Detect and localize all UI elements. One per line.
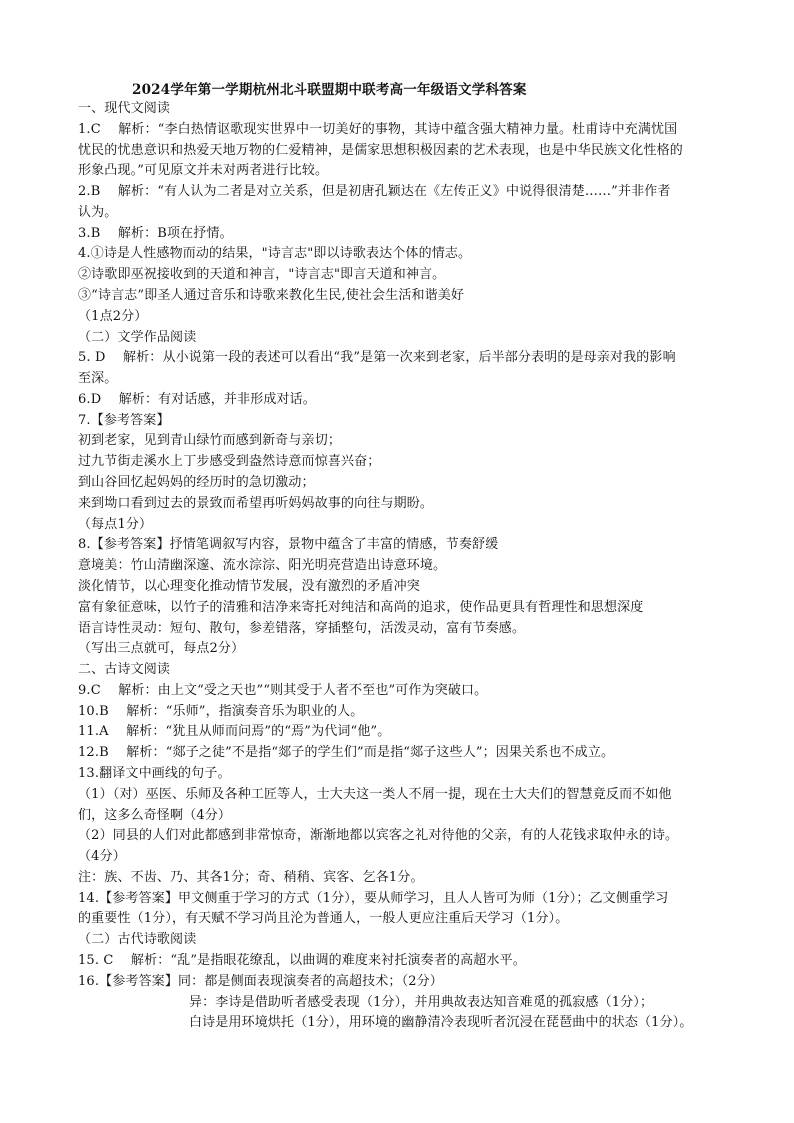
text-line: （写出三点就可，每点2分） bbox=[78, 641, 245, 657]
text-line: 13.翻译文中画线的句子。 bbox=[78, 765, 231, 781]
text-line: 6.D 解析：有对话感，并非形成对话。 bbox=[78, 391, 316, 407]
text-line: 11.A 解析：“犹且从师而问焉”的“焉”为代词“他”。 bbox=[78, 724, 391, 740]
text-line: 5. D 解析：从小说第一段的表述可以看出“我”是第一次来到老家，后半部分表明的是母亲对我的影响 bbox=[78, 350, 676, 366]
text-line: ②诗歌即巫祝接收到的天道和神言，"诗言志"即言天道和神言。 bbox=[78, 267, 446, 283]
text-line: 16.【参考答案】同：都是侧面表现演奏者的高超技术；（2分） bbox=[78, 973, 443, 989]
text-line: 淡化情节，以心理变化推动情节发展，没有激烈的矛盾冲突 bbox=[78, 578, 420, 594]
text-line: （二）文学作品阅读 bbox=[78, 329, 197, 345]
text-line: 一、现代文阅读 bbox=[78, 101, 171, 116]
text-line: 忧民的忧患意识和热爱天地万物的仁爱精神，是儒家思想积极因素的艺术表现，也是中华民族文化性格的 bbox=[78, 142, 683, 158]
text-line: 初到老家，见到青山绿竹而感到新奇与亲切； bbox=[78, 433, 342, 449]
text-line: 8.【参考答案】抒情笔调叙写内容，景物中蕴含了丰富的情感，节奏舒缓 bbox=[78, 537, 499, 553]
text-line: 意境美：竹山清幽深邃、流水淙淙、阳光明亮营造出诗意环境。 bbox=[78, 558, 447, 574]
document-title: 2024学年第一学期杭州北斗联盟期中联考高一年级语文学科答案 bbox=[132, 82, 527, 98]
text-line: 到山谷回忆起妈妈的经历时的急切激动； bbox=[78, 475, 315, 491]
text-line: （2）同县的人们对此都感到非常惊奇，渐渐地都以宾客之礼对待他的父亲，有的人花钱求取仲永的诗。 bbox=[78, 828, 679, 844]
text-line: 12.B 解析：“郯子之徒”不是指“郯子的学生们”而是指“郯子这些人”；因果关系也不成立。 bbox=[78, 745, 615, 761]
text-line: 1.C 解析：“李白热情讴歌现实世界中一切美好的事物，其诗中蕴含强大精神力量。杜甫诗中充满忧国 bbox=[78, 121, 678, 137]
text-line: （1点2分） bbox=[78, 308, 148, 324]
text-line: 15. C 解析：“乱”是指眼花缭乱，以曲调的难度来衬托演奏者的高超水平。 bbox=[78, 952, 526, 968]
text-line: 们，这多么奇怪啊（4分） bbox=[78, 807, 232, 823]
text-line: 白诗是用环境烘托（1分），用环境的幽静清冷表现听者沉浸在琵琶曲中的状态（1分）。 bbox=[189, 1015, 693, 1031]
text-line: 语言诗性灵动：短句、散句，参差错落，穿插整句，活泼灵动，富有节奏感。 bbox=[78, 620, 526, 636]
text-line: 3.B 解析：B项在抒情。 bbox=[78, 225, 233, 241]
text-line: 的重要性（1分），有天赋不学习尚且沦为普通人，一般人更应注重后天学习（1分）。 bbox=[78, 911, 569, 927]
text-line: 2.B 解析：“有人认为二者是对立关系，但是初唐孔颖达在《左传正义》中说得很清楚……”并非作者 bbox=[78, 184, 671, 200]
text-line: 形象凸现。”可见原文并未对两者进行比较。 bbox=[78, 163, 329, 179]
text-line: （1）（对）巫医、乐师及各种工匠等人，士大夫这一类人不屑一提，现在士大夫们的智慧竟反而不如他 bbox=[78, 786, 672, 802]
text-line: 异：李诗是借助听者感受表现（1分），并用典故表达知音难觅的孤寂感（1分）； bbox=[189, 994, 654, 1010]
text-line: 认为。 bbox=[78, 204, 118, 220]
text-line: 9.C 解析：由上文“受之天也”“则其受于人者不至也”可作为突破口。 bbox=[78, 682, 488, 698]
text-line: 14.【参考答案】甲文侧重于学习的方式（1分），要从师学习，且人人皆可为师（1分）；乙文侧重学习 bbox=[78, 890, 669, 906]
text-line: 来到坳口看到过去的景致而希望再听妈妈故事的向往与期盼。 bbox=[78, 495, 434, 511]
text-line: （4分） bbox=[78, 849, 126, 865]
text-line: ③“诗言志”即圣人通过音乐和诗歌来教化生民,使社会生活和谐美好 bbox=[78, 288, 465, 304]
text-line: 至深。 bbox=[78, 371, 118, 387]
text-line: （每点1分） bbox=[78, 516, 153, 532]
text-line: 10.B 解析：“乐师”，指演奏音乐为职业的人。 bbox=[78, 703, 364, 719]
text-line: 注：族、不齿、乃、其各1分；奇、稍稍、宾客、乞各1分。 bbox=[78, 869, 424, 885]
text-line: 富有象征意味，以竹子的清雅和洁净来寄托对纯洁和高尚的追求，使作品更具有哲理性和思想深度 bbox=[78, 599, 644, 615]
text-line: 二、古诗文阅读 bbox=[78, 662, 171, 678]
text-line: 4.①诗是人性感物而动的结果，"诗言志"即以诗歌表达个体的情志。 bbox=[78, 246, 472, 262]
text-line: 7.【参考答案】 bbox=[78, 412, 170, 428]
text-line: 过九节街走溪水上丁步感受到盎然诗意而惊喜兴奋； bbox=[78, 454, 381, 470]
text-line: （二）古代诗歌阅读 bbox=[78, 932, 197, 948]
